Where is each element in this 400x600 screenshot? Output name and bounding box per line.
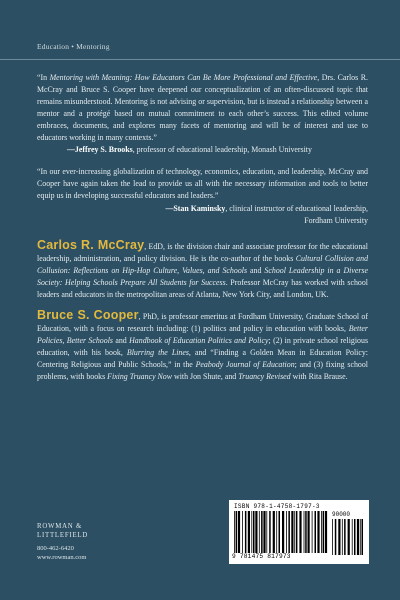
quote-open: “In — [37, 73, 50, 82]
barcode-bar — [312, 511, 313, 553]
barcode-bar — [299, 511, 301, 553]
barcode-bar — [269, 511, 271, 553]
endorsement-quote-2 — [37, 166, 368, 202]
barcode-bar — [304, 511, 305, 553]
barcode-bars — [234, 511, 328, 553]
barcode-bar — [251, 511, 252, 553]
publisher-website: www.rowman.com — [37, 553, 87, 561]
endorser-name: —Stan Kaminsky — [165, 204, 226, 213]
header-divider — [0, 59, 400, 60]
barcode-bar — [325, 511, 327, 553]
barcode-bar — [342, 519, 343, 555]
endorsement-attribution-1 — [37, 144, 368, 156]
endorsement-attribution-2 — [37, 203, 368, 227]
barcode-bar — [261, 511, 263, 553]
barcode-bar — [338, 519, 340, 555]
category-label: Education • Mentoring — [37, 42, 110, 51]
isbn-barcode — [229, 500, 369, 564]
book-title: Truancy Revised — [238, 372, 291, 381]
book-title: Blurring the Lines — [126, 348, 189, 357]
endorsement-quote-1 — [37, 72, 368, 144]
barcode-digits: 9 781475 817973 — [232, 553, 291, 560]
bio-text: with Jon Shute, and — [172, 372, 239, 381]
author-name: Bruce S. Cooper — [37, 308, 139, 322]
isbn-number: ISBN 978-1-4758-1797-3 — [234, 503, 320, 510]
barcode-bar — [253, 511, 255, 553]
barcode-bar — [245, 511, 247, 553]
barcode-bar — [279, 511, 281, 553]
barcode-bar — [360, 519, 361, 555]
endorser-org: Fordham University — [304, 216, 368, 225]
author-bio-2 — [37, 309, 368, 383]
barcode-bar — [234, 511, 235, 553]
barcode-bar — [321, 511, 322, 553]
barcode-bar — [294, 511, 295, 553]
barcode-bar — [282, 511, 284, 553]
barcode-bar — [296, 511, 298, 553]
barcode-bar — [357, 519, 359, 555]
bio-text: ; (2) in private school religious education, with his book, — [37, 336, 369, 357]
barcode-bar — [305, 511, 307, 553]
barcode-bar — [236, 511, 238, 553]
journal-title: Peabody Journal of Education — [195, 360, 295, 369]
publisher-contact — [37, 545, 86, 562]
bio-text: , and “Finding a Golden Mean in Education Policy: Centering Religious and Public Schools,” in the — [37, 348, 368, 369]
quote-text: , Drs. Carlos R. McCray and Bruce S. Cooper have deepened our conceptualization of an often-discussed topic that remains misunderstood. Mentoring is not advising or supervision, but is instead a relationship between a mentor and a protégé based on mutual commitment to each other’s success. This edited volume embraces, documents, and explores many facets of mentoring and will be of interest and use to educators working in many contexts.” — [37, 73, 368, 142]
book-title: Handbook of Education Politics and Policy — [129, 336, 269, 345]
back-cover-text — [37, 72, 368, 391]
barcode-bar — [308, 511, 310, 553]
barcode-bar — [248, 511, 250, 553]
barcode-bar — [276, 511, 277, 553]
book-title: Cultural Collision and Collusion: Reflections on Hip-Hop Culture, Values, and Schools — [37, 254, 369, 275]
barcode-bar — [344, 519, 346, 555]
book-title: Mentoring with Meaning: How Educators Can Be More Professional and Effective — [49, 73, 318, 82]
barcode-bar — [238, 511, 240, 553]
endorser-role: , clinical instructor of educational leadership, — [225, 204, 368, 213]
barcode-bar — [259, 511, 260, 553]
endorser-role: , professor of educational leadership, Monash University — [132, 145, 312, 154]
bio-text: , PhD, is professor emeritus at Fordham University, Graduate School of Education, with a focus on research including: (1) politics and policy in education with books, — [37, 312, 368, 333]
barcode-bar — [286, 511, 287, 553]
barcode-bar — [273, 511, 275, 553]
price-code: 90000 — [332, 511, 351, 518]
barcode-bar — [348, 519, 350, 555]
bio-text: . Professor McCray has worked with school leaders and educators in the metropolitan areas of Atlanta, New York City, and London, UK. — [37, 278, 368, 299]
endorser-name: —Jeffrey S. Brooks — [67, 145, 133, 154]
price-barcode-bars — [332, 519, 364, 555]
author-bio-1 — [37, 239, 368, 301]
publisher-logo — [37, 523, 88, 540]
bio-text: with Rita Brause. — [290, 372, 348, 381]
barcode-bar — [335, 519, 337, 555]
barcode-bar — [288, 511, 290, 553]
publisher-name-line1: ROWMAN & — [37, 523, 83, 530]
book-title: Better Policies, Better Schools — [37, 324, 368, 345]
barcode-bar — [323, 511, 325, 553]
bio-text: and — [112, 336, 130, 345]
author-name: Carlos R. McCray — [37, 238, 145, 252]
book-title: Fixing Truancy Now — [107, 372, 173, 381]
bio-text: , EdD, is the division chair and associate professor for the educational leadership, administration, and policy division. He is the co-author of the books — [37, 242, 369, 263]
book-title: School Leadership in a Diverse Society: Helping Schools Prepare All Students for Success — [37, 266, 369, 287]
publisher-phone: 800-462-6420 — [37, 545, 74, 552]
barcode-bar — [242, 511, 243, 553]
quote-text: “In our ever-increasing globalization of technology, economics, education, and leadership, McCray and Cooper have again taken the lead to provide us all with the necessary information and tools to better equip us in developing successful educators and leaders.” — [37, 167, 368, 200]
barcode-bar — [352, 519, 353, 555]
barcode-bar — [362, 519, 364, 555]
barcode-bar — [317, 511, 319, 553]
barcode-bar — [255, 511, 257, 553]
barcode-bar — [332, 519, 333, 555]
barcode-bar — [291, 511, 293, 553]
barcode-bar — [263, 511, 265, 553]
barcode-bar — [266, 511, 267, 553]
barcode-bar — [315, 511, 317, 553]
barcode-bar — [354, 519, 356, 555]
bio-text: and — [247, 266, 265, 275]
bio-text: ; and (3) fixing school problems, with books — [37, 360, 368, 381]
publisher-name-line2: LITTLEFIELD — [37, 531, 89, 539]
